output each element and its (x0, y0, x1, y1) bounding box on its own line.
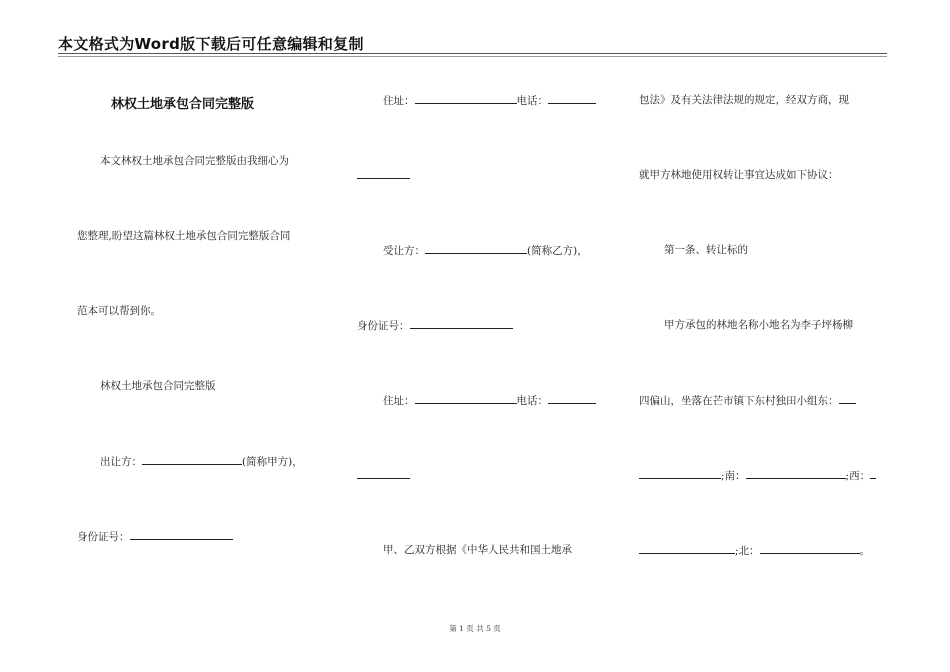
agreement-line-1: 包法》及有关法律法规的规定，经双方商，现 (639, 94, 849, 106)
header-text: 本文格式为Word版下载后可任意编辑和复制 (58, 35, 364, 53)
east-blank-continued (639, 468, 721, 479)
transferee-alias: (简称乙方)， (527, 245, 588, 257)
end-mark: 。 (859, 545, 871, 557)
transferor-blank (142, 454, 242, 465)
transferee-line (383, 243, 588, 258)
west-blank (870, 468, 876, 479)
phone-blank (548, 93, 596, 104)
phone-blank-continued-2 (357, 468, 410, 479)
transferee-address-line (383, 393, 596, 408)
north-line (639, 543, 870, 558)
transferor-label: 出让方： (100, 456, 142, 468)
agreement-line-2: 就甲方林地使用权转让事宜达成如下协议： (639, 169, 839, 181)
transferee-label: 受让方： (383, 245, 425, 257)
east-blank (839, 393, 856, 404)
land-name-line: 甲方承包的林地名称小地名为李子坪杨柳 (664, 319, 853, 331)
document-title: 林权土地承包合同完整版 (111, 97, 255, 112)
address-label: 住址： (383, 95, 415, 107)
id-label: 身份证号： (77, 531, 130, 543)
transferee-blank (425, 243, 527, 254)
page-footer: 第 1 页 共 5 页 (449, 624, 501, 633)
article-1-heading: 第一条、转让标的 (664, 244, 748, 256)
west-label: ;西： (845, 470, 871, 482)
north-blank (760, 543, 860, 554)
transferor-alias: (简称甲方)， (242, 456, 303, 468)
phone-label-2: 电话： (516, 395, 548, 407)
north-label: ;北： (735, 545, 760, 557)
phone-continuation-line-2 (357, 468, 410, 483)
address-blank (415, 93, 517, 104)
transferor-id-line (77, 529, 233, 544)
id-blank (130, 529, 233, 540)
phone-blank-continued (357, 168, 410, 179)
intro-line-1: 本文林权土地承包合同完整版由我细心为 (100, 155, 289, 167)
address-label-2: 住址： (383, 395, 415, 407)
header-rule-thin (58, 56, 887, 57)
phone-label: 电话： (516, 95, 548, 107)
header-rule (58, 53, 887, 54)
phone-blank-2 (548, 393, 596, 404)
id-label-2: 身份证号： (357, 320, 410, 332)
transferee-id-line (357, 318, 513, 333)
id-blank-2 (410, 318, 513, 329)
phone-continuation-line (357, 168, 410, 183)
basis-line: 甲、乙双方根据《中华人民共和国土地承 (383, 544, 572, 556)
transferor-address-line (383, 93, 596, 108)
intro-line-3: 范本可以帮到你。 (77, 305, 161, 317)
land-location-line (639, 393, 856, 408)
address-blank-2 (415, 393, 517, 404)
south-blank (746, 468, 846, 479)
west-blank-continued (639, 543, 735, 554)
transferor-line (100, 454, 303, 469)
subtitle: 林权土地承包合同完整版 (100, 380, 216, 392)
south-label: ;南： (721, 470, 746, 482)
land-location-text: 四偏山，坐落在芒市镇下东村独田小组东： (639, 395, 839, 407)
south-west-line (639, 468, 876, 483)
intro-line-2: 您整理,盼望这篇林权土地承包合同完整版合同 (77, 230, 291, 242)
